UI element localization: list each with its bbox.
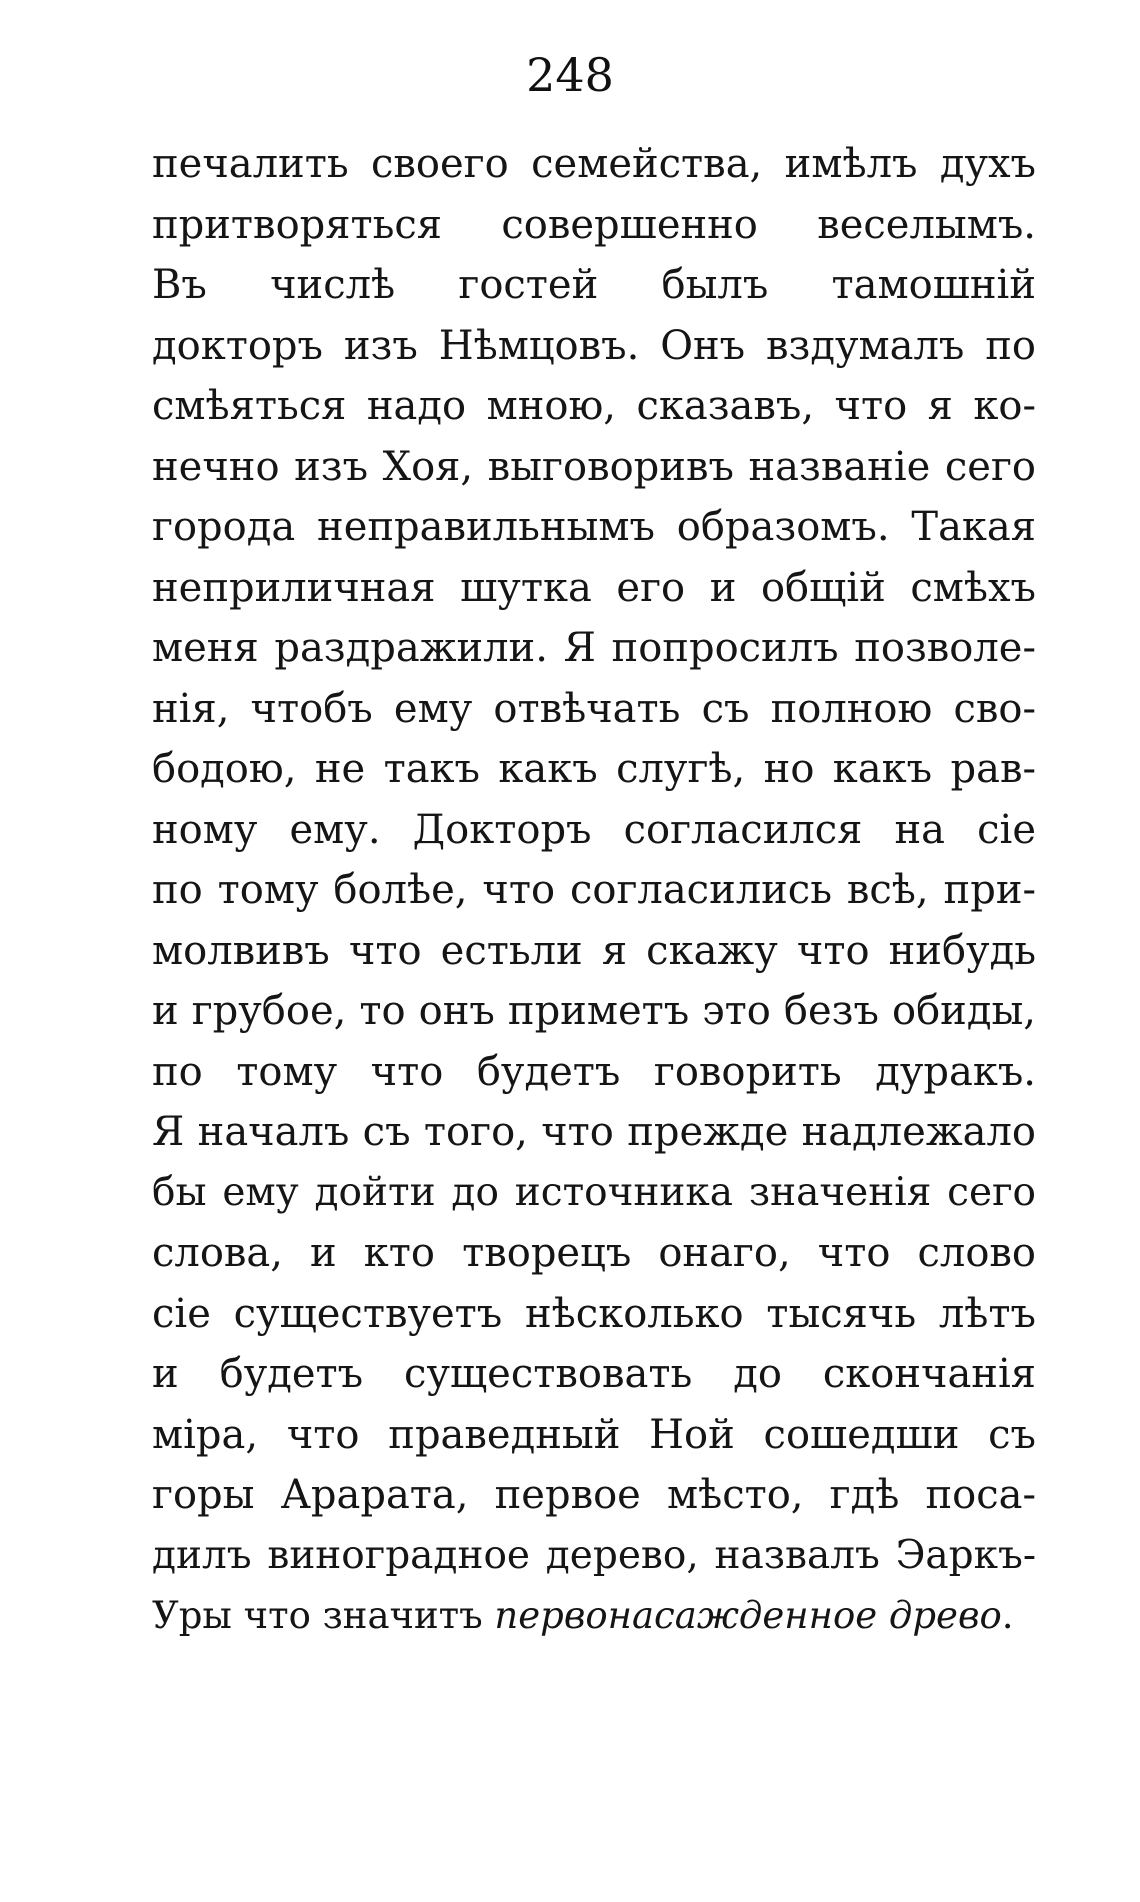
text-line: Въ числѣ гостей былъ тамошній	[152, 262, 1036, 308]
body-text	[152, 134, 1036, 1647]
text-line: по тому болѣе, что согласились всѣ, при-	[152, 867, 1036, 913]
text-line: бы ему дойти до источника значенія сего	[152, 1169, 1036, 1215]
text-segment: Уры что значитъ	[152, 1594, 495, 1637]
text-line: бодою, не такъ какъ слугѣ, но какъ рав-	[152, 746, 1036, 792]
text-line-last	[152, 1586, 1036, 1647]
text-line: сіе существуетъ нѣсколько тысячь лѣтъ	[152, 1290, 1036, 1337]
text-line: притворяться совершенно веселымъ.	[152, 201, 1036, 248]
text-line: по тому что будетъ говорить дуракъ.	[152, 1048, 1036, 1095]
text-line: нечно изъ Хоя, выговоривъ названіе сего	[152, 443, 1036, 490]
text-line: міра, что праведный Ной сошедши съ	[152, 1411, 1036, 1458]
text-line: меня раздражили. Я попросилъ позволе-	[152, 625, 1036, 671]
text-line: дилъ виноградное дерево, назвалъ Эаркъ-	[152, 1532, 1036, 1578]
text-line: и будетъ существовать до скончанія	[152, 1351, 1036, 1397]
text-line: неприличная шутка его и общій смѣхъ	[152, 564, 1036, 611]
text-line: слова, и кто творецъ онаго, что слово	[152, 1230, 1036, 1276]
text-segment-end: .	[1001, 1594, 1014, 1637]
text-line: докторъ изъ Нѣмцовъ. Онъ вздумалъ по	[152, 322, 1036, 369]
text-line: ному ему. Докторъ согласился на сіе	[152, 806, 1036, 853]
text-line: смѣяться надо мною, сказавъ, что я ко-	[152, 383, 1036, 429]
text-line: молвивъ что естьли я скажу что нибудь	[152, 927, 1036, 974]
italic-phrase: первонасажденное древо	[494, 1594, 1002, 1637]
text-line: печалить своего семейства, имѣлъ духъ	[152, 141, 1036, 187]
text-line: горы Арарата, первое мѣсто, гдѣ поса-	[152, 1472, 1036, 1518]
page-number: 248	[526, 48, 614, 102]
text-line: Я началъ съ того, что прежде надлежало	[152, 1109, 1036, 1155]
text-line: нія, чтобъ ему отвѣчать съ полною сво-	[152, 685, 1036, 732]
text-line: и грубое, то онъ приметъ это безъ обиды,	[152, 988, 1036, 1034]
text-line: города неправильнымъ образомъ. Такая	[152, 504, 1036, 550]
